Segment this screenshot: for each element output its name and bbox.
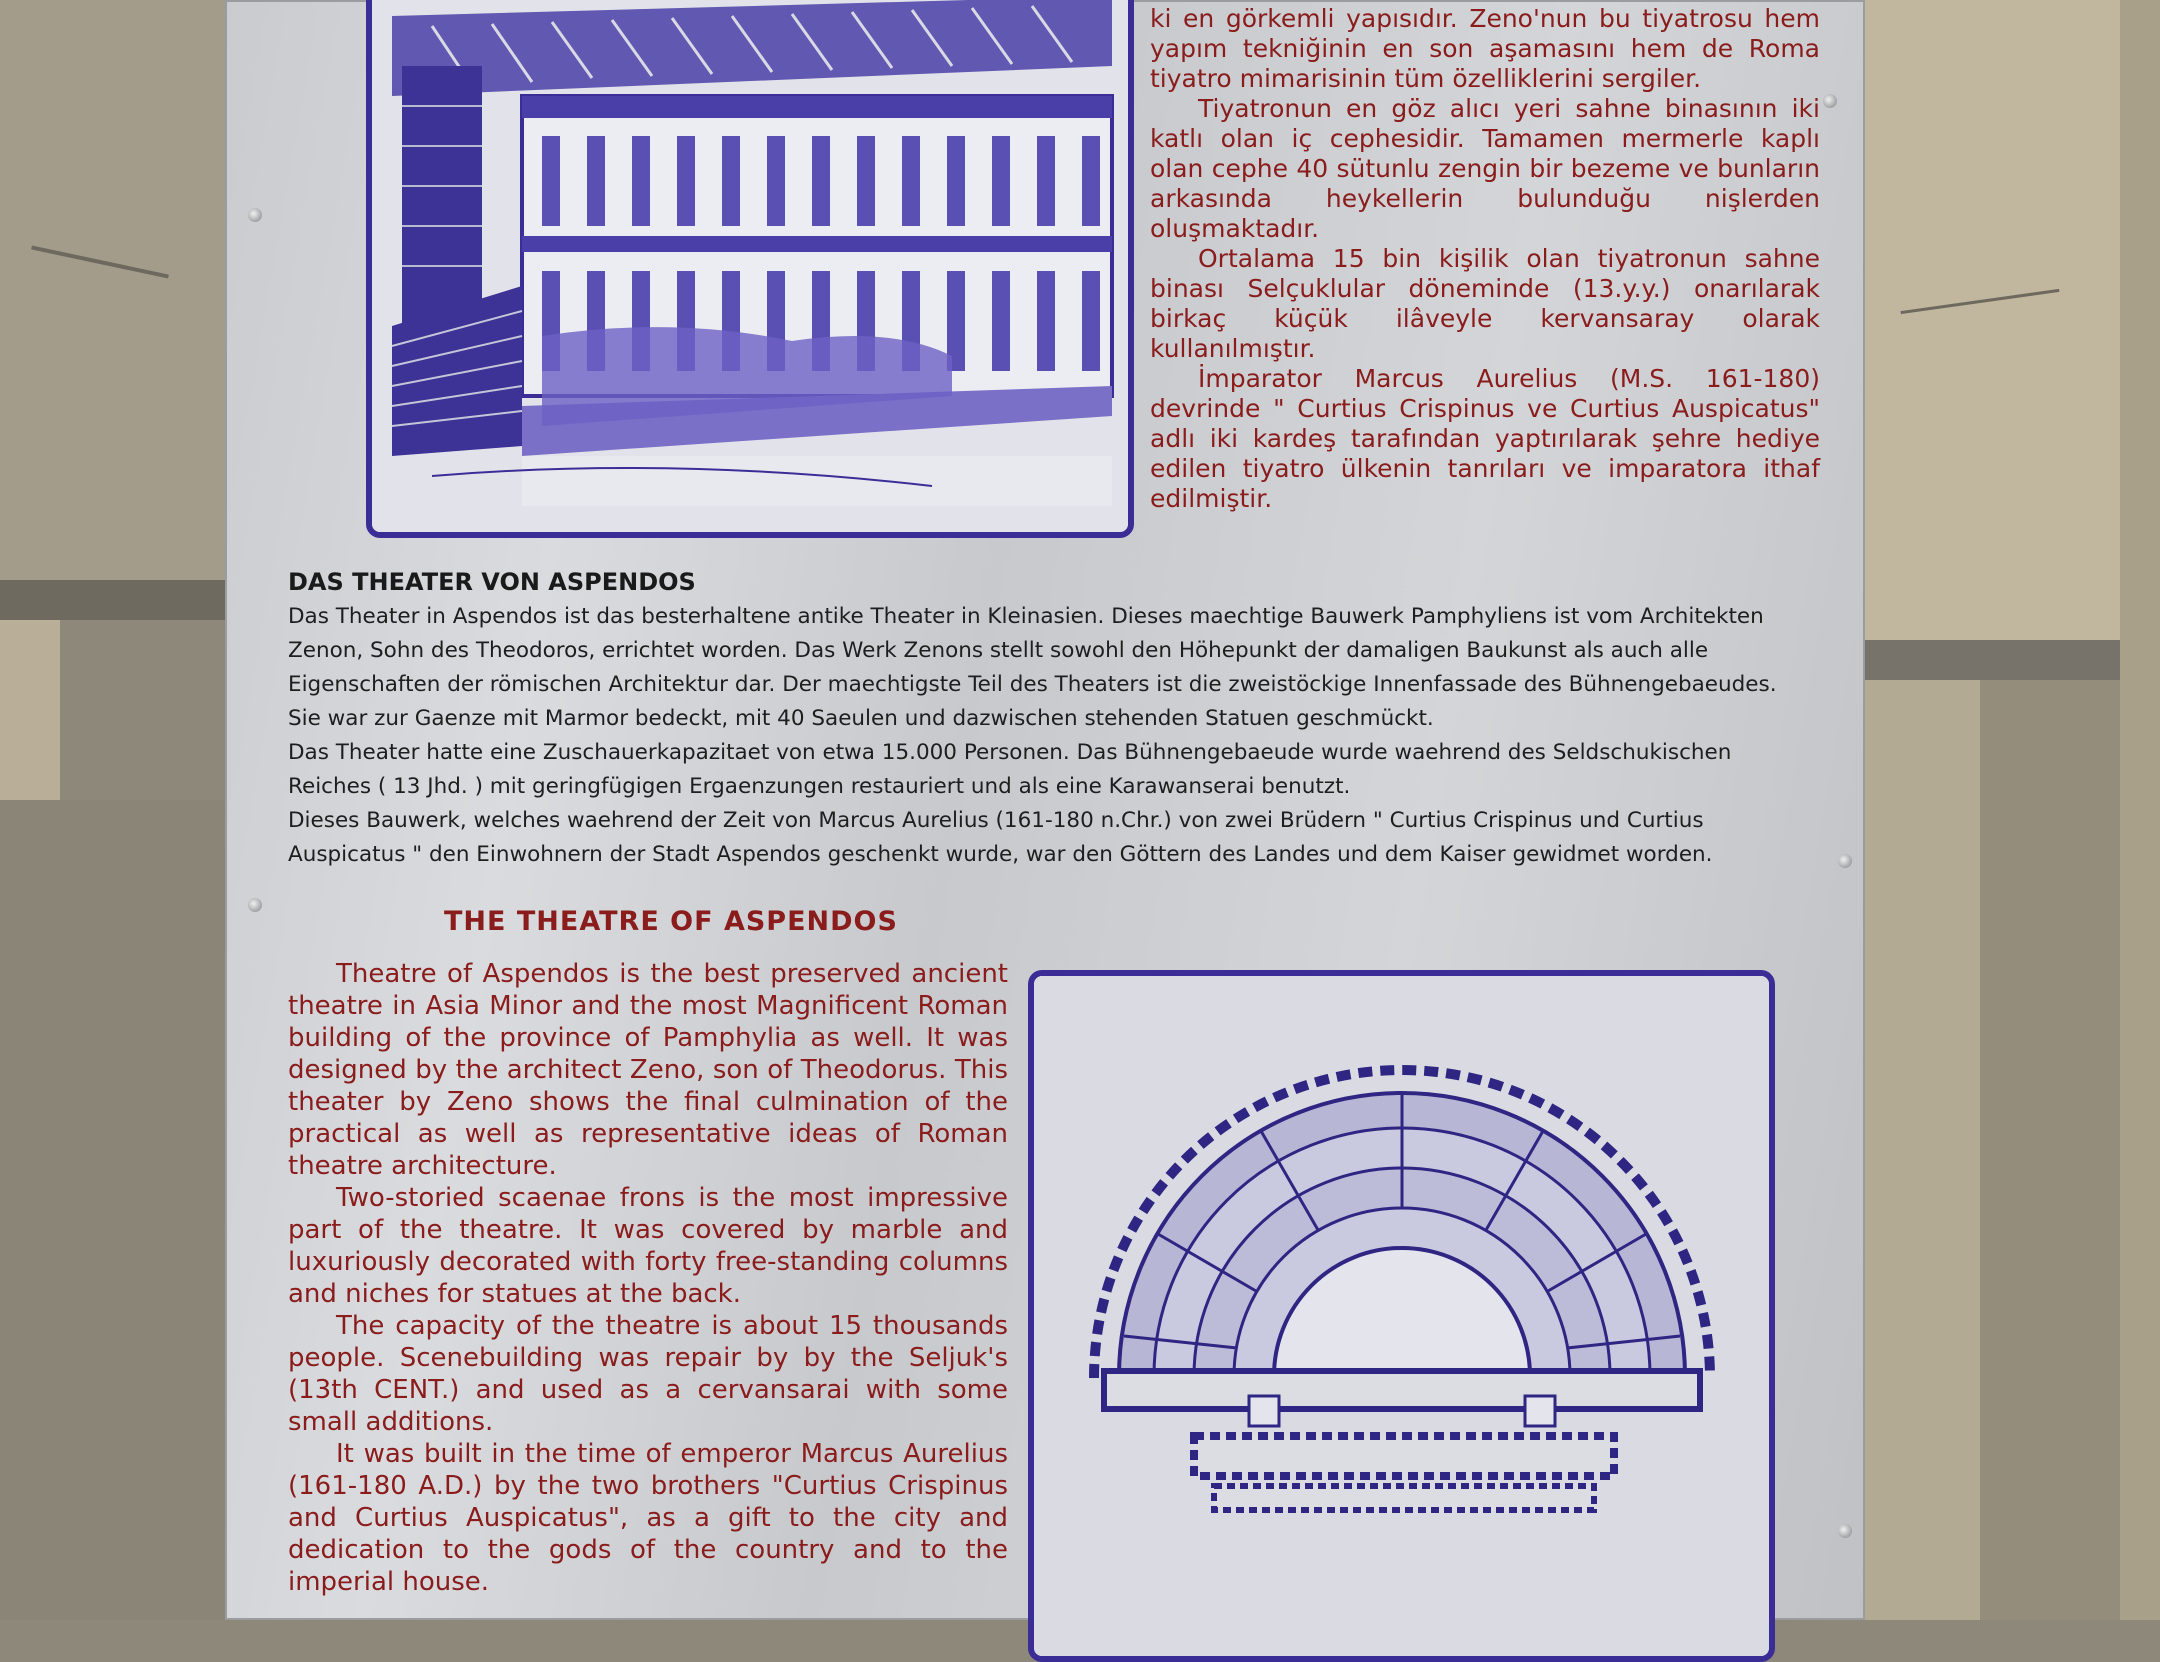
english-paragraph: The capacity of the theatre is about 15 thousands people. Scenebuilding was repair by by the Seljuk's (13th CENT.) and used as a cervansarai with some small additions. — [288, 1311, 1008, 1437]
scaenae-frons-drawing — [372, 0, 1128, 532]
theatre-floor-plan — [1028, 970, 1775, 1662]
german-heading: DAS THEATER VON ASPENDOS — [288, 568, 696, 596]
german-paragraph: Dieses Bauwerk, welches waehrend der Zeit von Marcus Aurelius (161-180 n.Chr.) von zwei Brüdern " Curtius Crispinus und Curtius Auspicatus " den Einwohnern der Stadt Aspendos geschenkt wurde, war den Göttern des Landes und dem Kaiser gewidmet worden. — [288, 808, 1713, 867]
turkish-paragraph: İmparator Marcus Aurelius (M.S. 161-180) devrinde " Curtius Crispinus ve Curtius Auspicatus" adlı iki kardeş tarafından yaptırılarak şehre hediye edilen tiyatro ülkenin tanrıları ve imparatora ithaf edilmiştir. — [1150, 364, 1820, 513]
english-paragraph: Two-storied scaenae frons is the most impressive part of the theatre. It was covered by marble and luxuriously decorated with forty free-standing columns and niches for statues at the back. — [288, 1183, 1008, 1309]
turkish-description — [1150, 4, 1820, 514]
sign-screw — [1838, 1524, 1852, 1538]
german-paragraph: Das Theater hatte eine Zuschauerkapazitaet von etwa 15.000 Personen. Das Bühnengebaeude wurde waehrend des Seldschukischen Reiches ( 13 Jhd. ) mit geringfügigen Ergaenzungen restauriert und als eine Karawanserai benutzt. — [288, 740, 1732, 799]
sign-screw — [248, 898, 262, 912]
english-heading: THE THEATRE OF ASPENDOS — [444, 906, 898, 937]
stage-building-illustration — [366, 0, 1134, 538]
english-description — [288, 958, 1008, 1598]
english-paragraph: Theatre of Aspendos is the best preserved ancient theatre in Asia Minor and the most Magnificent Roman building of the province of Pamphylia as well. It was designed by the architect Zeno, son of Theodorus. This theater by Zeno shows the final culmination of the practical as well as representative ideas of Roman theatre architecture. — [288, 959, 1008, 1181]
german-description — [288, 600, 1808, 872]
sign-screw — [1838, 854, 1852, 868]
sign-screw — [248, 208, 262, 222]
turkish-paragraph: ki en görkemli yapısıdır. Zeno'nun bu tiyatrosu hem yapım tekniğinin en son aşamasını hem de Roma tiyatro mimarisinin tüm özelliklerini sergiler. — [1150, 4, 1820, 93]
turkish-paragraph: Ortalama 15 bin kişilik olan tiyatronun sahne binası Selçuklular döneminde (13.y.y.) onarılarak birkaç küçük ilâveyle kervansaray olarak kullanılmıştır. — [1150, 244, 1820, 363]
cavea-plan-drawing — [1034, 976, 1769, 1656]
turkish-paragraph: Tiyatronun en göz alıcı yeri sahne binasının iki katlı olan iç cephesidir. Tamamen mermerle kaplı olan cephe 40 sütunlu zengin bir bezeme ve bunların arkasında heykellerin bulunduğu nişlerden oluşmaktadır. — [1150, 94, 1820, 243]
german-paragraph: Das Theater in Aspendos ist das besterhaltene antike Theater in Kleinasien. Dieses maechtige Bauwerk Pamphyliens ist vom Architekten Zenon, Sohn des Theodoros, errichtet worden. Das Werk Zenons stellt sowohl den Höhepunkt der damaligen Baukunst als auch alle Eigenschaften der römischen Architektur dar. Der maechtigste Teil des Theaters ist die zweistöckige Innenfassade des Bühnengebaeudes. Sie war zur Gaenze mit Marmor bedeckt, mit 40 Saeulen und dazwischen stehenden Statuen geschmückt. — [288, 604, 1777, 731]
english-paragraph: It was built in the time of emperor Marcus Aurelius (161-180 A.D.) by the two brothers "Curtius Crispinus and Curtius Auspicatus", as a gift to the city and dedication to the gods of the country and to the imperial house. — [288, 1439, 1008, 1597]
sign-screw — [1823, 94, 1837, 108]
